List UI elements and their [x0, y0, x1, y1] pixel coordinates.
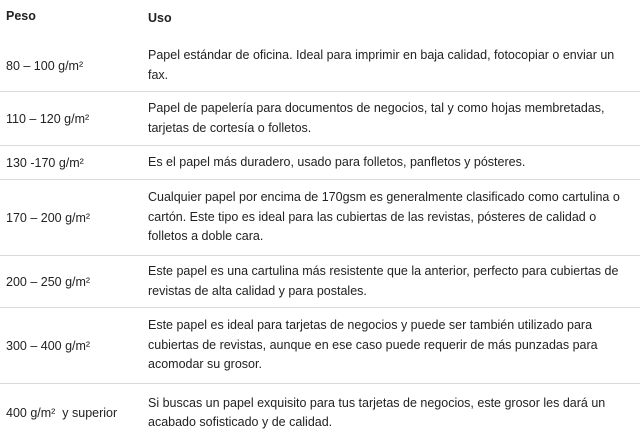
row-weight: 130 -170 g/m²	[6, 155, 84, 170]
table-row	[0, 92, 640, 146]
row-weight: 300 – 400 g/m²	[6, 338, 91, 353]
table-row	[0, 308, 640, 384]
row-weight: 110 – 120 g/m²	[6, 111, 90, 126]
row-weight: 200 – 250 g/m²	[6, 274, 91, 289]
row-weight: 400 g/m² y superior	[6, 406, 118, 420]
table-header-row	[0, 0, 640, 40]
table-row	[0, 180, 640, 256]
row-use: Este papel es una cartulina más resistente que la anterior, perfecto para cubiertas de revistas de alta calidad y para postales.	[148, 264, 619, 298]
row-weight: 80 – 100 g/m²	[6, 58, 84, 73]
table-row	[0, 384, 640, 442]
row-weight: 170 – 200 g/m²	[6, 210, 91, 225]
table-row	[0, 40, 640, 92]
table-row	[0, 256, 640, 308]
row-use: Es el papel más duradero, usado para folletos, panfletos y pósteres.	[148, 154, 526, 169]
header-use: Uso	[148, 11, 172, 25]
row-use: Papel estándar de oficina. Ideal para imprimir en baja calidad, fotocopiar o enviar un fax.	[148, 48, 615, 82]
row-use: Papel de papelería para documentos de negocios, tal y como hojas membretadas, tarjetas de cortesía o folletos.	[148, 101, 605, 135]
row-use: Este papel es ideal para tarjetas de negocios y puede ser también utilizado para cubiertas de revistas, aunque en ese caso puede requerir de más punzadas para acomodar su grosor.	[148, 318, 598, 372]
row-use: Si buscas un papel exquisito para tus tarjetas de negocios, este grosor les dará un acabado sofisticado y de calidad.	[148, 395, 606, 429]
row-use: Cualquier papel por encima de 170gsm es generalmente clasificado como cartulina o cartón. Este tipo es ideal para las cubiertas de las revistas, pósteres de calidad o folletos a doble cara.	[148, 190, 620, 244]
table-row	[0, 146, 640, 180]
header-weight: Peso	[6, 9, 36, 23]
